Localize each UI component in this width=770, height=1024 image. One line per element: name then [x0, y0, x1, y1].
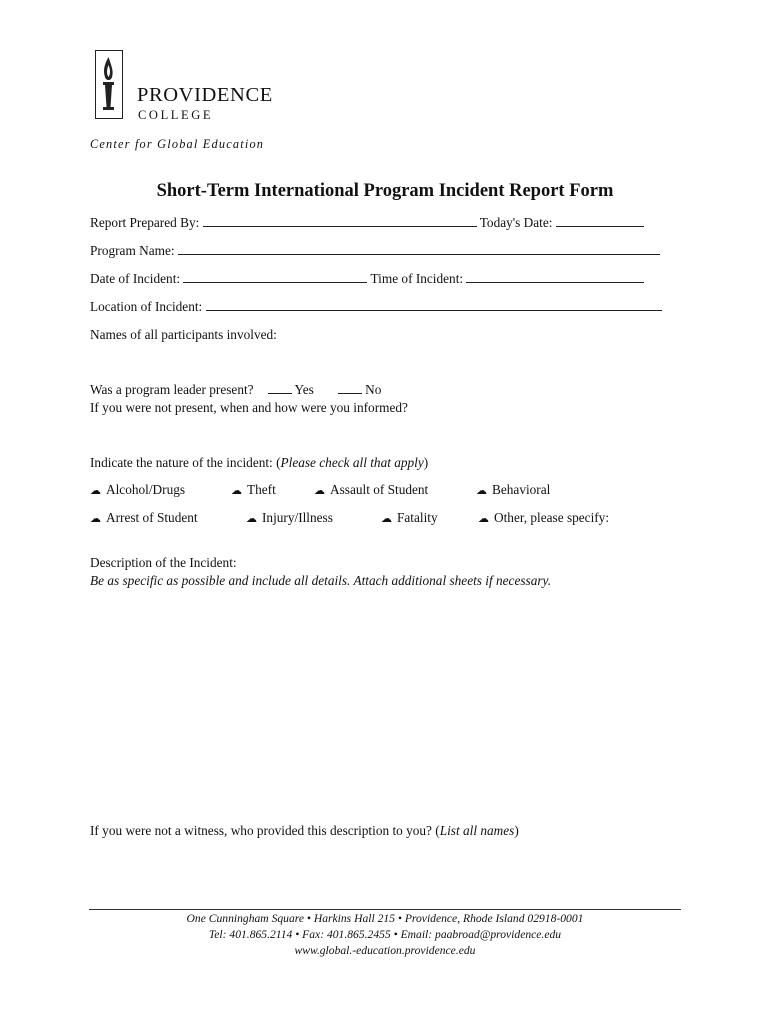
time-of-incident-label: Time of Incident: [370, 271, 464, 286]
witness-question-text: If you were not a witness, who provided this description to you? ( [90, 823, 440, 838]
leader-present-row [90, 382, 381, 398]
department-tagline: Center for Global Education [90, 137, 265, 151]
checkbox-alcohol-drugs[interactable] [90, 482, 185, 498]
location-of-incident-field[interactable] [206, 299, 662, 311]
date-of-incident-label: Date of Incident: [90, 271, 181, 286]
option-label: Other, please specify: [494, 510, 610, 525]
option-label: Alcohol/Drugs [106, 482, 186, 497]
leader-no-label: No [365, 382, 382, 397]
checkbox-other[interactable] [478, 510, 609, 526]
checkbox-assault-of-student[interactable] [314, 482, 428, 498]
date-of-incident-field[interactable] [183, 271, 367, 283]
witness-question [90, 823, 519, 839]
option-label: Fatality [397, 510, 438, 525]
option-label: Behavioral [492, 482, 551, 497]
program-name-row [90, 243, 660, 259]
description-instruction: Be as specific as possible and include all details. Attach additional sheets if necessary. [90, 573, 552, 588]
todays-date-label: Today's Date: [479, 215, 553, 230]
time-of-incident-field[interactable] [466, 271, 644, 283]
leader-present-question: Was a program leader present? [90, 382, 254, 397]
logo-wordmark: PROVIDENCE [137, 84, 273, 106]
checkbox-behavioral[interactable] [476, 482, 550, 498]
report-prepared-by-field[interactable] [203, 215, 477, 227]
checkbox-injury-illness[interactable] [246, 510, 333, 526]
checkbox-icon: ☁ [381, 513, 392, 525]
checkbox-icon: ☁ [314, 485, 325, 497]
todays-date-field[interactable] [556, 215, 644, 227]
witness-question-italic: List all names [439, 823, 515, 838]
nature-prompt-text: Indicate the nature of the incident: ( [90, 455, 281, 470]
program-name-field[interactable] [178, 243, 660, 255]
footer-website: www.global.-education.providence.edu [294, 944, 476, 957]
leader-no-blank[interactable] [338, 382, 362, 394]
logo-subtitle: COLLEGE [138, 108, 214, 122]
description-label: Description of the Incident: [90, 555, 237, 570]
checkbox-icon: ☁ [478, 513, 489, 525]
witness-names-area[interactable] [90, 845, 680, 900]
program-name-label: Program Name: [90, 243, 175, 258]
flame-torch-icon [96, 51, 121, 117]
witness-question-end: ) [514, 823, 519, 838]
form-title: Short-Term International Program Incident Report Form [156, 181, 614, 201]
logo-emblem [95, 50, 123, 119]
checkbox-icon: ☁ [476, 485, 487, 497]
option-label: Assault of Student [330, 482, 429, 497]
option-label: Theft [247, 482, 276, 497]
leader-followup-question: If you were not present, when and how were you informed? [90, 400, 408, 415]
checkbox-icon: ☁ [231, 485, 242, 497]
checkbox-theft[interactable] [231, 482, 276, 498]
checkbox-fatality[interactable] [381, 510, 438, 526]
description-area[interactable] [90, 595, 680, 805]
checkbox-icon: ☁ [246, 513, 257, 525]
leader-yes-blank[interactable] [268, 382, 292, 394]
footer-contact: Tel: 401.865.2114 • Fax: 401.865.2455 • Email: paabroad@providence.edu [208, 928, 562, 941]
nature-prompt-italic: Please check all that apply [280, 455, 424, 470]
option-label: Arrest of Student [106, 510, 198, 525]
footer-divider [89, 909, 681, 910]
report-prepared-row [90, 215, 644, 231]
report-prepared-by-label: Report Prepared By: [90, 215, 200, 230]
incident-datetime-row [90, 271, 644, 287]
checkbox-arrest-of-student[interactable] [90, 510, 198, 526]
checkbox-icon: ☁ [90, 513, 101, 525]
location-of-incident-label: Location of Incident: [90, 299, 203, 314]
nature-prompt [90, 455, 428, 471]
footer-address: One Cunningham Square • Harkins Hall 215 • Providence, Rhode Island 02918-0001 [186, 912, 584, 925]
participants-label: Names of all participants involved: [90, 327, 277, 342]
location-row [90, 299, 662, 315]
checkbox-icon: ☁ [90, 485, 101, 497]
option-label: Injury/Illness [262, 510, 333, 525]
nature-prompt-end: ) [423, 455, 429, 470]
leader-yes-label: Yes [294, 382, 314, 397]
